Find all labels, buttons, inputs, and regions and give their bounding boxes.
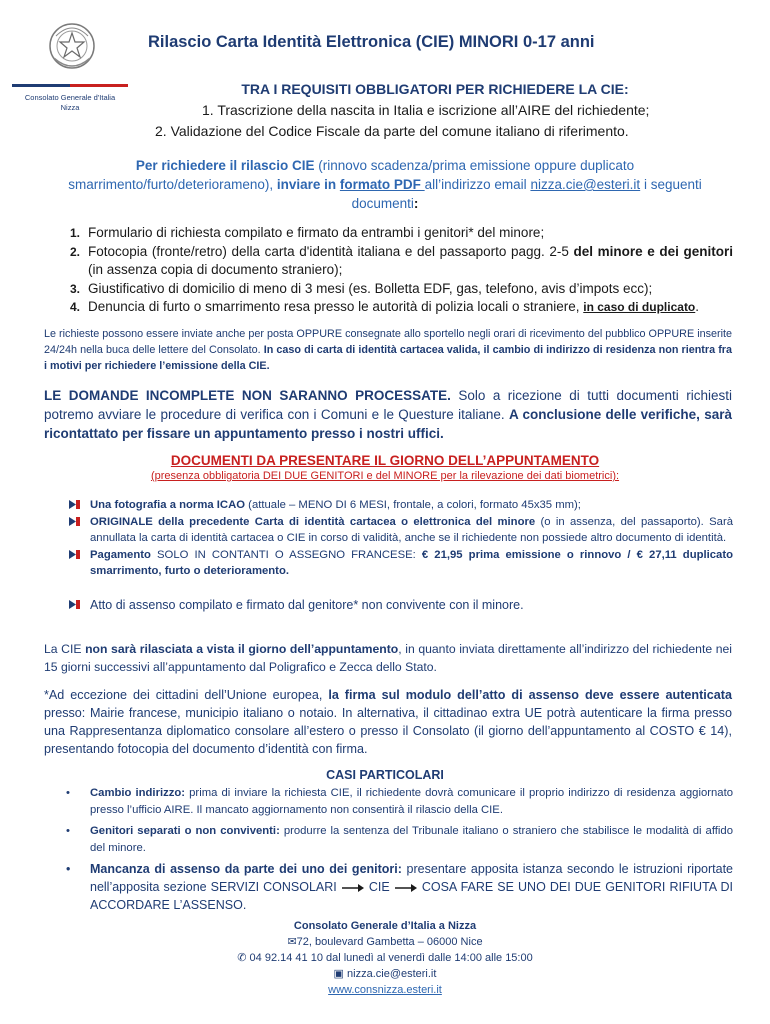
footer-email-row bbox=[160, 966, 610, 982]
flag-stripe bbox=[12, 84, 128, 87]
arrow-bullet-icon bbox=[68, 516, 81, 527]
list-item bbox=[66, 860, 733, 914]
eccezione-bold: la firma sul modulo dell’atto di assenso deve essere autenticata bbox=[328, 688, 732, 702]
footer bbox=[160, 918, 610, 998]
rilascio-paragraph bbox=[44, 640, 732, 676]
envelope-icon: ✉ bbox=[287, 936, 297, 948]
list-item bbox=[70, 224, 733, 243]
list-text: Giustificativo di domicilio di meno di 3 mesi (es. Bolletta EDF, gas, telefono, avis d’impots ecc); bbox=[88, 280, 653, 296]
computer-icon: ▣ bbox=[333, 968, 344, 980]
list-item bbox=[90, 514, 733, 547]
italian-emblem-logo bbox=[44, 18, 100, 74]
item-text: COSA FARE SE UNO DEI DUE GENITORI RIFIUTA DI ACCORDARE L’ASSENSO. bbox=[90, 880, 733, 912]
list-item bbox=[66, 785, 734, 819]
bullet-dot-icon: • bbox=[66, 825, 70, 837]
arrow-bullet-icon bbox=[68, 549, 81, 560]
item-bold: Una fotografia a norma ICAO bbox=[90, 499, 246, 511]
item-text: CIE bbox=[364, 880, 394, 894]
list-item bbox=[70, 280, 733, 299]
list-text: . bbox=[695, 299, 700, 314]
eccezione-text: *Ad eccezione dei cittadini dell’Unione europea, bbox=[44, 688, 329, 702]
list-text-bold: in caso di duplicato bbox=[583, 300, 696, 314]
casi-heading: CASI PARTICOLARI bbox=[326, 768, 444, 782]
rilascio-text: , in quanto inviata direttamente all’indirizzo del richiedente nei 15 giorni successivi all’appuntamento dal Poligrafico e Zecca dello Stato. bbox=[44, 642, 733, 674]
item-text: Atto di assenso compilato e firmato dal genitore* non convivente con il minore. bbox=[90, 597, 524, 612]
footer-address-row bbox=[160, 934, 610, 950]
right-arrow-icon bbox=[394, 883, 418, 893]
list-item bbox=[90, 497, 733, 514]
invio-end: i seguenti documenti bbox=[351, 177, 702, 211]
list-item bbox=[90, 597, 733, 614]
footer-phone: 04 92.14 41 10 dal lunedì al venerdì dalle 14:00 alle 15:00 bbox=[249, 952, 533, 964]
item-bold: € 21,95 prima emissione o rinnovo / € 27,11 duplicato smarrimento, furto o deterioramento. bbox=[90, 548, 733, 577]
list-text-bold: del minore e dei genitori bbox=[573, 243, 733, 259]
list-item bbox=[66, 823, 733, 857]
item-text: SOLO IN CONTANTI O ASSEGNO FRANCESE: bbox=[150, 548, 422, 561]
item-bold: Pagamento bbox=[90, 548, 151, 561]
item-text: (o in assenza, del passaporto). Sarà annullata la carta di identità cartacea o CIE in corso di validità, anche se il richiedente non possiede altro documento di identità. bbox=[90, 515, 733, 544]
note-invio bbox=[44, 326, 732, 374]
footer-website[interactable]: www.consnizza.esteri.it bbox=[328, 984, 442, 996]
invio-format: formato PDF bbox=[339, 177, 425, 192]
list-text: Fotocopia (fronte/retro) della carta d'identità italiana e del passaporto pagg. 2-5 bbox=[88, 243, 574, 259]
item-text: prima di inviare la richiesta CIE, il richiedente dovrà comunicare il proprio indirizzo di residenza aggiornato presso l’ufficio AIRE. Il mancato aggiornamento non consentirà il rilascio della CIE. bbox=[90, 787, 734, 816]
list-number: 4. bbox=[70, 300, 81, 314]
incomplete-bold: LE DOMANDE INCOMPLETE NON SARANNO PROCESSATE. bbox=[44, 388, 451, 403]
item-bold: Genitori separati o non conviventi: bbox=[90, 825, 280, 837]
item-bold: ORIGINALE della precedente Carta di identità cartacea o elettronica del minore bbox=[90, 515, 536, 528]
list-number: 3. bbox=[70, 281, 81, 296]
invio-email-intro: all’indirizzo email bbox=[424, 177, 531, 192]
note-text-bold: In caso di carta di identità cartacea valida, il cambio di indirizzo di residenza non rientra fra i motivi per richiedere l’emissione della CIE. bbox=[44, 344, 732, 372]
casi-list bbox=[66, 785, 734, 914]
list-text: (in assenza copia di documento straniero); bbox=[88, 262, 343, 277]
rilascio-text: La CIE bbox=[44, 642, 86, 656]
phone-icon: ✆ bbox=[237, 952, 247, 964]
rilascio-bold: non sarà rilasciata a vista il giorno dell’appuntamento bbox=[85, 642, 399, 656]
note-text: Le richieste possono essere inviate anche per posta OPPURE consegnate allo sportello negli orari di ricevimento del pubblico OPPURE inserite 24/24h nella buca delle lettere del Consolato. bbox=[44, 328, 732, 356]
footer-phone-row bbox=[160, 950, 610, 966]
footer-name: Consolato Generale d’Italia a Nizza bbox=[293, 920, 477, 932]
documenti-list bbox=[70, 224, 733, 317]
incomplete-notice bbox=[44, 386, 732, 443]
list-number: 1. bbox=[70, 226, 81, 240]
appuntamento-list bbox=[90, 497, 733, 613]
list-number: 2. bbox=[70, 244, 81, 259]
requisiti-heading: TRA I REQUISITI OBBLIGATORI PER RICHIEDERE LA CIE: bbox=[241, 81, 629, 97]
footer-email[interactable]: nizza.cie@esteri.it bbox=[347, 968, 437, 980]
invio-colon: : bbox=[413, 196, 419, 211]
item-bold: Mancanza di assenso da parte dei uno dei genitori: bbox=[90, 862, 402, 876]
item-bold: Cambio indirizzo: bbox=[90, 787, 186, 799]
invio-lead: Per richiedere il rilascio CIE bbox=[135, 158, 315, 173]
list-item bbox=[90, 547, 733, 580]
bullet-dot-icon: • bbox=[66, 862, 71, 876]
invio-cta: inviare in bbox=[276, 177, 340, 192]
right-arrow-icon bbox=[341, 883, 365, 893]
appuntamento-subheading: (presenza obbligatoria DEI DUE GENITORI e del MINORE per la rilevazione dei dati biometrici): bbox=[150, 470, 620, 482]
arrow-bullet-icon bbox=[68, 499, 81, 510]
org-name: Consolato Generale d'Italia bbox=[24, 93, 116, 102]
invio-paragraph bbox=[40, 156, 730, 213]
incomplete-text: Solo a ricezione di tutti documenti richiesti potremo avviare le procedure di verifica con i Comuni e le Questure italiane. bbox=[44, 388, 732, 422]
list-text: Formulario di richiesta compilato e firmato da entrambi i genitori* del minore; bbox=[88, 225, 545, 240]
requisiti-item-1: 1. Trascrizione della nascita in Italia e iscrizione all’AIRE del richiedente; bbox=[202, 102, 650, 118]
item-text: produrre la sentenza del Tribunale italiano o straniero che stabilisce le modalità di affido del minore. bbox=[90, 825, 733, 854]
item-text: (attuale – MENO DI 6 MESI, frontale, a colori, formato 45x35 mm); bbox=[245, 499, 581, 511]
incomplete-bold: A conclusione delle verifiche, sarà ricontattato per fissare un appuntamento presso i nostri uffici. bbox=[44, 407, 732, 441]
list-item bbox=[70, 243, 733, 280]
eccezione-text: presso: Mairie francese, municipio italiano o notaio. In alternativa, il cittadinao extra UE potrà autenticare la firma presso una Rappresentanza diplomatico consolare all’estero o presso il Consolato (il giorno dell’appuntamento al COSTO € 14), presentando fotocopia del documento d’identità con firma. bbox=[44, 706, 732, 756]
arrow-bullet-icon bbox=[68, 599, 81, 610]
org-city: Nizza bbox=[60, 103, 80, 112]
page-title: Rilascio Carta Identità Elettronica (CIE) MINORI 0-17 anni bbox=[148, 33, 595, 51]
list-text: Denuncia di furto o smarrimento resa presso le autorità di polizia locali o straniere, bbox=[88, 299, 584, 314]
eccezione-paragraph bbox=[44, 686, 732, 758]
bullet-dot-icon: • bbox=[66, 787, 70, 799]
list-item bbox=[70, 298, 733, 317]
requisiti-item-2: 2. Validazione del Codice Fiscale da parte del comune italiano di riferimento. bbox=[155, 123, 629, 139]
item-text: presentare apposita istanza secondo le istruzioni riportate nell’apposita sezione SERVIZI CONSOLARI bbox=[90, 862, 733, 894]
invio-email-link[interactable]: nizza.cie@esteri.it bbox=[530, 177, 641, 192]
footer-address: 72, boulevard Gambetta – 06000 Nice bbox=[296, 936, 483, 948]
appuntamento-heading: DOCUMENTI DA PRESENTARE IL GIORNO DELL’APPUNTAMENTO bbox=[170, 453, 600, 468]
invio-text: (rinnovo scadenza/prima emissione oppure duplicato smarrimento/furto/deteriorameno), bbox=[68, 158, 635, 192]
